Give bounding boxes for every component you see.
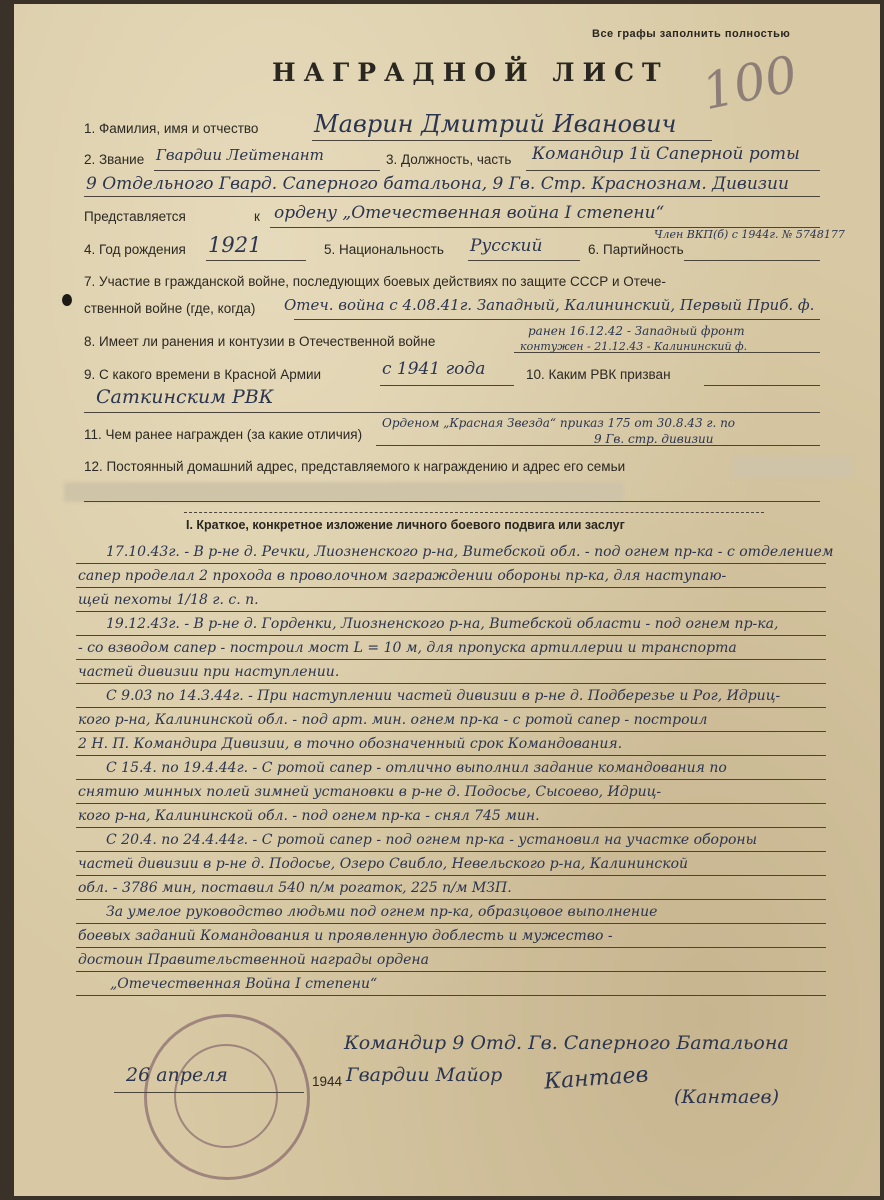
field-rvk-value: Саткинским РВК [96,386,274,408]
field-birth-value: 1921 [208,233,262,257]
ink-blot [62,294,72,306]
signature-name: (Кантаев) [674,1086,780,1108]
ruled-line [76,587,826,588]
field-position-label: 3. Должность, часть [386,152,512,167]
field-name-value: Маврин Дмитрий Иванович [314,110,677,138]
field-wounds-value: ранен 16.12.42 - Западный фронт [528,324,745,338]
field-war-value: Отеч. война с 4.08.41г. Западный, Калининский, Первый Приб. ф. [284,296,815,314]
field-birth-label: 4. Год рождения [84,242,186,257]
field-war-label-2: ственной войне (где, когда) [84,301,256,316]
narrative-line: С 15.4. по 19.4.44г. - С ротой сапер - отлично выполнил задание командования по [106,760,727,776]
field-wounds-value-2: контужен - 21.12.43 - Калининский ф. [520,340,748,353]
field-party-value: Член ВКП(б) с 1944г. № 5748177 [654,228,845,241]
signature-rank: Гвардии Майор [346,1064,503,1086]
narrative-line: С 9.03 по 14.3.44г. - При наступлении частей дивизии в р-не д. Подберезье и Рог, Идриц- [106,688,781,704]
ruled-line [76,611,826,612]
narrative-line: снятию минных полей зимней установки в р-не д. Подосье, Сысоево, Идриц- [78,784,662,800]
field-position-value: Командир 1й Саперной роты [532,144,800,164]
ruled-line [76,923,826,924]
ruled-line [76,755,826,756]
nominated-value: ордену „Отечественная война I степени“ [274,203,665,223]
narrative-line: достоин Правительственной награды ордена [78,952,429,968]
narrative-line: 19.12.43г. - В р-не д. Горденки, Лиозненского р-на, Витебской области - под огнем пр-ка, [106,616,779,632]
narrative-line: частей дивизии при наступлении. [78,664,340,680]
field-rank-label: 2. Звание [84,152,145,167]
ruled-line [76,971,826,972]
field-army-since-label: 9. С какого времени в Красной Армии [84,367,322,382]
field-war-label: 7. Участие в гражданской войне, последующих боевых действиях по защите СССР и Отече- [84,274,666,289]
field-nationality-label: 5. Национальность [324,242,444,257]
ruled-line [76,803,826,804]
ruled-line [76,851,826,852]
narrative-line: 2 Н. П. Командира Дивизии, в точно обозначенный срок Командования. [78,736,623,752]
nominated-prefix: к [254,209,260,224]
field-address-label: 12. Постоянный домашний адрес, представляемого к награждению и адрес его семьи [84,459,626,474]
narrative-line: сапер проделал 2 прохода в проволочном заграждении обороны пр-ка, для наступаю- [78,568,727,584]
signature-date: 26 апреля [126,1064,228,1086]
ruled-line [76,995,826,996]
header-note: Все графы заполнить полностью [592,28,791,40]
narrative-line: кого р-на, Калининской обл. - под арт. мин. огнем пр-ка - с ротой сапер - построил [78,712,708,728]
signature-line: Командир 9 Отд. Гв. Саперного Батальона [344,1032,789,1054]
corner-pencil-mark: 100 [697,44,803,122]
narrative-line: С 20.4. по 24.4.44г. - С ротой сапер - под огнем пр-ка - установил на участке обороны [106,832,757,848]
narrative-line: За умелое руководство людьми под огнем пр-ка, образцовое выполнение [106,904,658,920]
field-awards-label: 11. Чем ранее награжден (за какие отличия) [84,427,363,442]
ruled-line [76,563,826,564]
signature-year: 1944 [312,1074,343,1089]
redacted-area [64,482,624,502]
field-party-label: 6. Партийность [588,242,684,257]
field-position-value-2: 9 Отдельного Гвард. Саперного батальона, 9 Гв. Стр. Краснознам. Дивизии [86,174,789,194]
narrative-line: боевых заданий Командования и проявленную доблесть и мужество - [78,928,613,944]
narrative-line: кого р-на, Калининской обл. - под огнем пр-ка - снял 745 мин. [78,808,540,824]
nominated-label: Представляется [84,209,186,224]
field-rank-value: Гвардии Лейтенант [156,146,324,164]
ruled-line [76,635,826,636]
ruled-line [76,899,826,900]
field-army-since-value: с 1941 года [382,359,486,379]
ruled-line [76,707,826,708]
narrative-line: щей пехоты 1/18 г. с. п. [78,592,259,608]
narrative-line: „Отечественная Война I степени“ [110,976,378,992]
official-stamp-inner [174,1044,278,1148]
ruled-line [76,827,826,828]
redacted-area [732,456,852,478]
award-sheet [14,4,880,1196]
narrative-line: обл. - 3786 мин, поставил 540 п/м рогаток, 225 п/м МЗП. [78,880,512,896]
ruled-line [76,779,826,780]
narrative-line: 17.10.43г. - В р-не д. Речки, Лиозненского р-на, Витебской обл. - под огнем пр-ка - с отделением [106,544,834,560]
field-awards-value-2: 9 Гв. стр. дивизии [594,432,714,446]
field-wounds-label: 8. Имеет ли ранения и контузии в Отечественной войне [84,334,436,349]
field-nationality-value: Русский [470,236,543,256]
ruled-line [76,683,826,684]
ruled-line [76,875,826,876]
page-title: НАГРАДНОЙ ЛИСТ [272,58,669,87]
field-awards-value: Орденом „Красная Звезда“ приказ 175 от 30.8.43 г. по [382,416,736,430]
ruled-line [76,659,826,660]
field-rvk-label: 10. Каким РВК призван [526,367,671,382]
section-heading: I. Краткое, конкретное изложение личного боевого подвига или заслуг [186,518,625,532]
ruled-line [76,947,826,948]
signature-autograph: Кантаев [543,1062,650,1095]
narrative-line: - со взводом сапер - построил мост L = 10 м, для пропуска артиллерии и транспорта [78,640,737,656]
narrative-line: частей дивизии в р-не д. Подосье, Озеро Свибло, Невельского р-на, Калининской [78,856,689,872]
ruled-line [76,731,826,732]
field-name-label: 1. Фамилия, имя и отчество [84,121,259,136]
